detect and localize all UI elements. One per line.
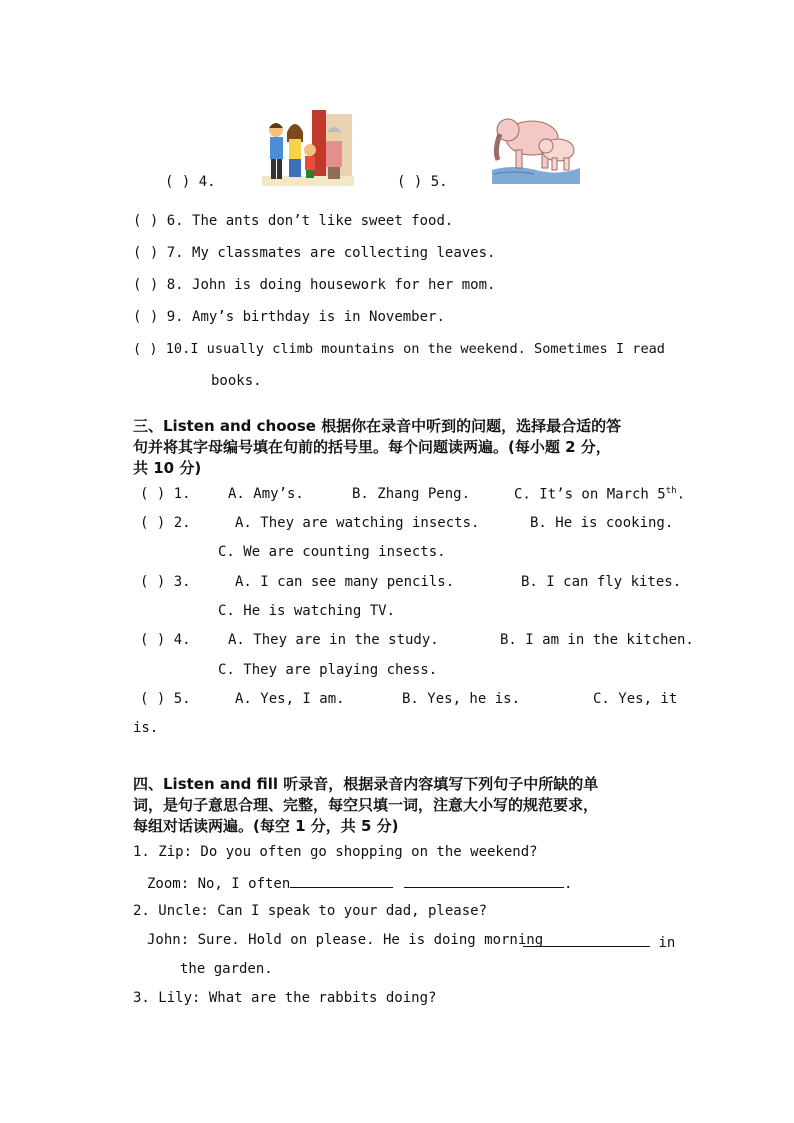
q4-label: ( ) 4. xyxy=(140,632,191,648)
q5-option-a: A. Yes, I am. xyxy=(235,691,345,707)
q3-label: ( ) 3. xyxy=(140,574,191,590)
q5-label: ( ) 5. xyxy=(140,691,191,707)
q1-option-a: A. Amy’s. xyxy=(228,486,304,502)
item-4-label: ( ) 4. xyxy=(165,174,216,190)
blank-3[interactable] xyxy=(523,932,650,947)
q2-label: ( ) 2. xyxy=(140,515,191,531)
dialogue-2-answer-blank: in xyxy=(523,932,675,951)
dialogue-3-question: 3. Lily: What are the rabbits doing? xyxy=(133,990,437,1006)
q3-option-c: C. He is watching TV. xyxy=(218,603,396,619)
section-3-heading-line-2: 句并将其字母编号填在句前的括号里。每个问题读两遍。(每小题 2 分， xyxy=(133,438,611,456)
blank-1[interactable] xyxy=(290,873,393,888)
section-4-heading-line-3: 每组对话读两遍。(每空 1 分，共 5 分) xyxy=(133,817,399,835)
item-7: ( ) 7. My classmates are collecting leaves. xyxy=(133,245,496,261)
q1-option-b: B. Zhang Peng. xyxy=(352,486,471,502)
item-10-continuation: books. xyxy=(211,373,262,389)
dialogue-2-question: 2. Uncle: Can I speak to your dad, please? xyxy=(133,903,488,919)
q2-option-c: C. We are counting insects. xyxy=(218,544,446,560)
q1-option-c: C. It’s on March 5th. xyxy=(514,486,685,503)
family-picture xyxy=(262,110,354,186)
q1-label: ( ) 1. xyxy=(140,486,191,502)
item-8: ( ) 8. John is doing housework for her mom. xyxy=(133,277,496,293)
section-4-heading-line-2: 词，是句子意思合理、完整，每空只填一词，注意大小写的规范要求， xyxy=(133,796,599,814)
section-3-heading-line-3: 共 10 分) xyxy=(133,459,202,477)
dialogue-2-answer: John: Sure. Hold on please. He is doing morning xyxy=(147,932,544,948)
q2-option-a: A. They are watching insects. xyxy=(235,515,480,531)
q4-option-a: A. They are in the study. xyxy=(228,632,439,648)
q3-option-a: A. I can see many pencils. xyxy=(235,574,455,590)
q5-option-c: C. Yes, it xyxy=(593,691,678,707)
item-9: ( ) 9. Amy’s birthday is in November. xyxy=(133,309,445,325)
blank-2[interactable] xyxy=(404,873,564,888)
section-3-heading-line-1: 三、Listen and choose 根据你在录音中听到的问题，选择最合适的答 xyxy=(133,417,622,435)
q2-option-b: B. He is cooking. xyxy=(530,515,674,531)
q3-option-b: B. I can fly kites. xyxy=(521,574,682,590)
item-10: ( ) 10.I usually climb mountains on the weekend. Sometimes I read xyxy=(133,341,665,357)
elephants-picture xyxy=(490,108,582,184)
q5-option-b: B. Yes, he is. xyxy=(402,691,521,707)
dialogue-1-answer: Zoom: No, I often xyxy=(147,873,393,892)
dialogue-1-question: 1. Zip: Do you often go shopping on the weekend? xyxy=(133,844,538,860)
section-4-heading-line-1: 四、Listen and fill 听录音，根据录音内容填写下列句子中所缺的单 xyxy=(133,775,599,793)
q4-option-c: C. They are playing chess. xyxy=(218,662,438,678)
dialogue-2-continuation: the garden. xyxy=(180,961,273,977)
q5-option-c-continuation: is. xyxy=(133,720,159,736)
q4-option-b: B. I am in the kitchen. xyxy=(500,632,694,648)
dialogue-1-answer-blank-2: . xyxy=(404,873,572,892)
item-6: ( ) 6. The ants don’t like sweet food. xyxy=(133,213,454,229)
item-5-label: ( ) 5. xyxy=(397,174,448,190)
